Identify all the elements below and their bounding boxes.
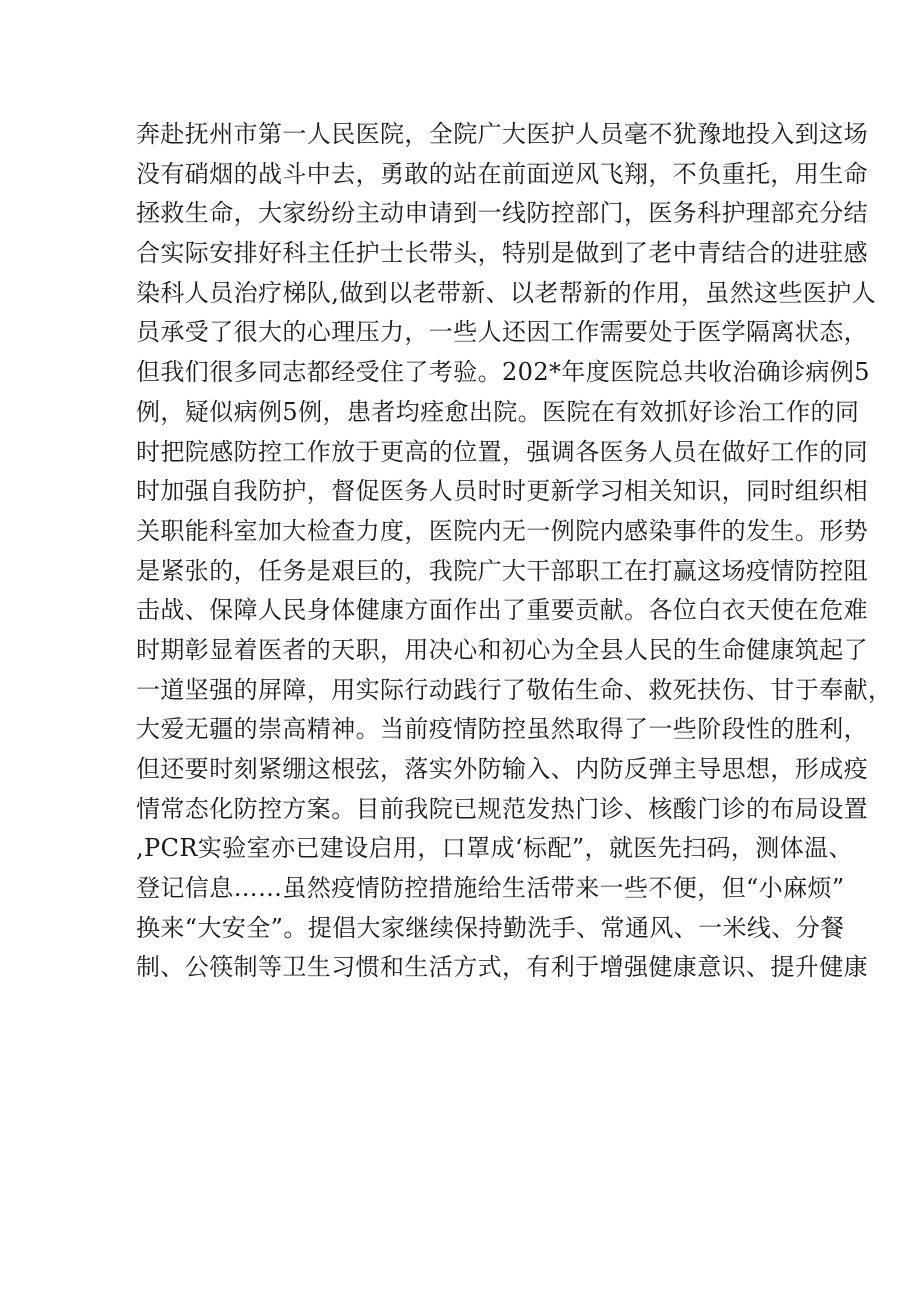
text-line: 染科人员治疗梯队,做到以老带新、以老帮新的作用，虽然这些医护人 [136,278,877,307]
text-line: 奔赴抚州市第一人民医院，全院广大医护人员毫不犹豫地投入到这场 [136,120,868,148]
text-line: 登记信息……虽然疫情防控措施给生活带来一些不便，但“小麻烦” [136,874,845,903]
text-line: ,PCR实验室亦已建设启用，口罩成‘标配”，就医先扫码，测体温、 [136,834,853,863]
text-line: 关职能科室加大检查力度，医院内无一例院内感染事件的发生。形势 [136,516,868,545]
text-line: 时加强自我防护，督促医务人员时时更新学习相关知识，同时组织相 [136,477,868,506]
text-line: 拯救生命，大家纷纷主动申请到一线防控部门，医务科护理部充分结 [136,199,868,228]
text-line: 一道坚强的屏障，用实际行动践行了敬佑生命、救死扶伤、甘于奉献， [136,675,893,704]
body-text [136,115,893,988]
text-line: 是紧张的，任务是艰巨的，我院广大干部职工在打赢这场疫情防控阻 [136,556,868,585]
text-line: 没有硝烟的战斗中去，勇敢的站在前面逆风飞翔，不负重托，用生命 [136,159,868,188]
text-line: 但还要时刻紧绷这根弦，落实外防输入、内防反弹主导思想，形成疫 [136,755,868,783]
text-line: 合实际安排好科主任护士长带头，特别是做到了老中青结合的进驻感 [136,239,868,268]
text-line: 大爱无疆的崇高精神。当前疫情防控虽然取得了一些阶段性的胜利， [136,715,868,744]
text-line: 员承受了很大的心理压力，一些人还因工作需要处于医学隔离状态， [136,318,868,347]
text-line: 击战、保障人民身体健康方面作出了重要贡献。各位白衣天使在危难 [136,596,868,625]
text-line: 例，疑似病例5例，患者均痊愈出院。医院在有效抓好诊治工作的同 [136,397,860,426]
text-line: 时把院感防控工作放于更高的位置，强调各医务人员在做好工作的同 [136,437,868,466]
text-line: 时期彰显着医者的天职，用决心和初心为全县人民的生命健康筑起了 [136,635,868,664]
text-line: 换来“大安全”。提倡大家继续保持勤洗手、常通风、一米线、分餐 [136,913,845,942]
text-line: 情常态化防控方案。目前我院已规范发热门诊、核酸门诊的布局设置 [136,794,868,823]
text-line: 制、公筷制等卫生习惯和生活方式，有利于增强健康意识、提升健康 [136,953,868,982]
text-line: 但我们很多同志都经受住了考验。202*年度医院总共收治确诊病例5 [136,358,870,387]
